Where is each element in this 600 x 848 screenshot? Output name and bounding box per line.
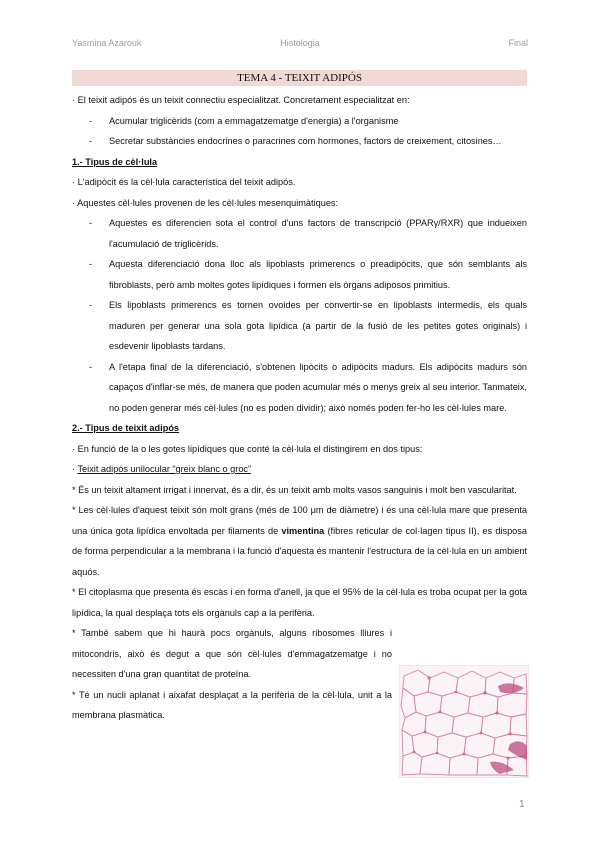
section1-paragraph: · Aquestes cèl·lules provenen de les cèl·lules mesenquimàtiques: [72, 197, 339, 208]
intro-bullet: - Acumular triglicèrids (com a emmagatzematge d'energia) a l'organisme [89, 115, 399, 126]
unilocular-point: * També sabem que hi haurà pocs orgànuls, alguns ribosomes lliures i mitocondris, això és degut a que són cèl·lules d'emmagatzematge i no necessiten d'una gran quantitat de proteïna. [72, 628, 392, 679]
header-term: Final [508, 38, 528, 48]
page-number: 1 [519, 799, 525, 810]
intro-bullet: - Secretar substàncies endocrines o paracrines com hormones, factors de creixement, citosines… [89, 136, 502, 146]
unilocular-point: * Les cèl·lules d'aquest teixit són molt grans (més de 100 μm de diàmetre) i és una cèl·lula mare que presenta una única gota lipídica envoltada per filaments de vimentina (fibres reticular de col·lagen tipus II), es disposa de forma perpendicular a la membrana i la funció d'aquesta és mantenir l'estructura de la cèl·lula en un ambient aquós. [72, 505, 527, 577]
header-author: Yasmina Azarouk [72, 38, 142, 48]
section1-bullet: - Els lipoblasts primerencs es tornen ovoides per convertir-se en lipoblasts intermedis, els quals maduren per generar una sola gota lipídica (a partir de la fusió de les petites gotes originals) i esdevenir lipoblasts tardans. [89, 300, 527, 351]
section-heading-tissue-types: 2.- Tipus de teixit adipós [72, 423, 180, 433]
unilocular-point: * El citoplasma que presenta és escàs i en forma d'anell, ja que el 95% de la cèl·lula es troba ocupat per la gota lipídica, la qual desplaça tots els orgànuls cap a la perifèria. [72, 587, 527, 618]
intro-paragraph: · El teixit adipós és un teixit connectiu especialitzat. Concretament especialitzat en: [72, 95, 410, 105]
header-subject: Histologia [280, 38, 320, 48]
unilocular-point: * És un teixit altament irrigat i innervat, és a dir, és un teixit amb molts vasos sanguinis i molt ben vascularitat. [72, 484, 517, 495]
document-body [72, 90, 527, 726]
document-title: TEMA 4 - TEIXIT ADIPÓS [72, 70, 527, 86]
subheading-unilocular: · Teixit adipós unilocular “greix blanc o groc” [72, 464, 252, 474]
adipose-tissue-micrograph [399, 665, 529, 778]
section-heading-cell-types: 1.- Tipus de cèl·lula [72, 156, 158, 167]
section1-bullet: - A l'etapa final de la diferenciació, s'obtenen lipòcits o adipòcits madurs. Els adipòcits madurs són capaços d'inflar-se més, de manera que poden acumular més o menys greix al seu interior. Tanmateix, no poden generar més cèl·lules (no es poden dividir); això només poden fer-ho les cèl·lules mare. [89, 361, 527, 413]
unilocular-point: * Té un nucli aplanat i aixafat desplaçat a la perifèria de la cèl·lula, unit a la membrana plasmàtica. [72, 689, 392, 720]
section1-bullet: - Aquestes es diferencien sota el control d'uns factors de transcripció (PPARγ/RXR) que indueixen l'acumulació de triglicèrids. [89, 218, 527, 249]
section2-paragraph: · En funció de la o les gotes lipídiques que conté la cèl·lula el distingirem en dos tipus: [72, 443, 423, 454]
section1-paragraph: · L'adipòcit és la cèl·lula característica del teixit adipós. [72, 177, 296, 187]
section1-bullet: - Aquesta diferenciació dona lloc als lipoblasts primerencs o preadipòcits, que són semblants als fibroblasts, però amb moltes gotes lipídiques i formen els òrgans adiposos primitius. [89, 259, 527, 290]
text-beside-image [72, 623, 392, 726]
